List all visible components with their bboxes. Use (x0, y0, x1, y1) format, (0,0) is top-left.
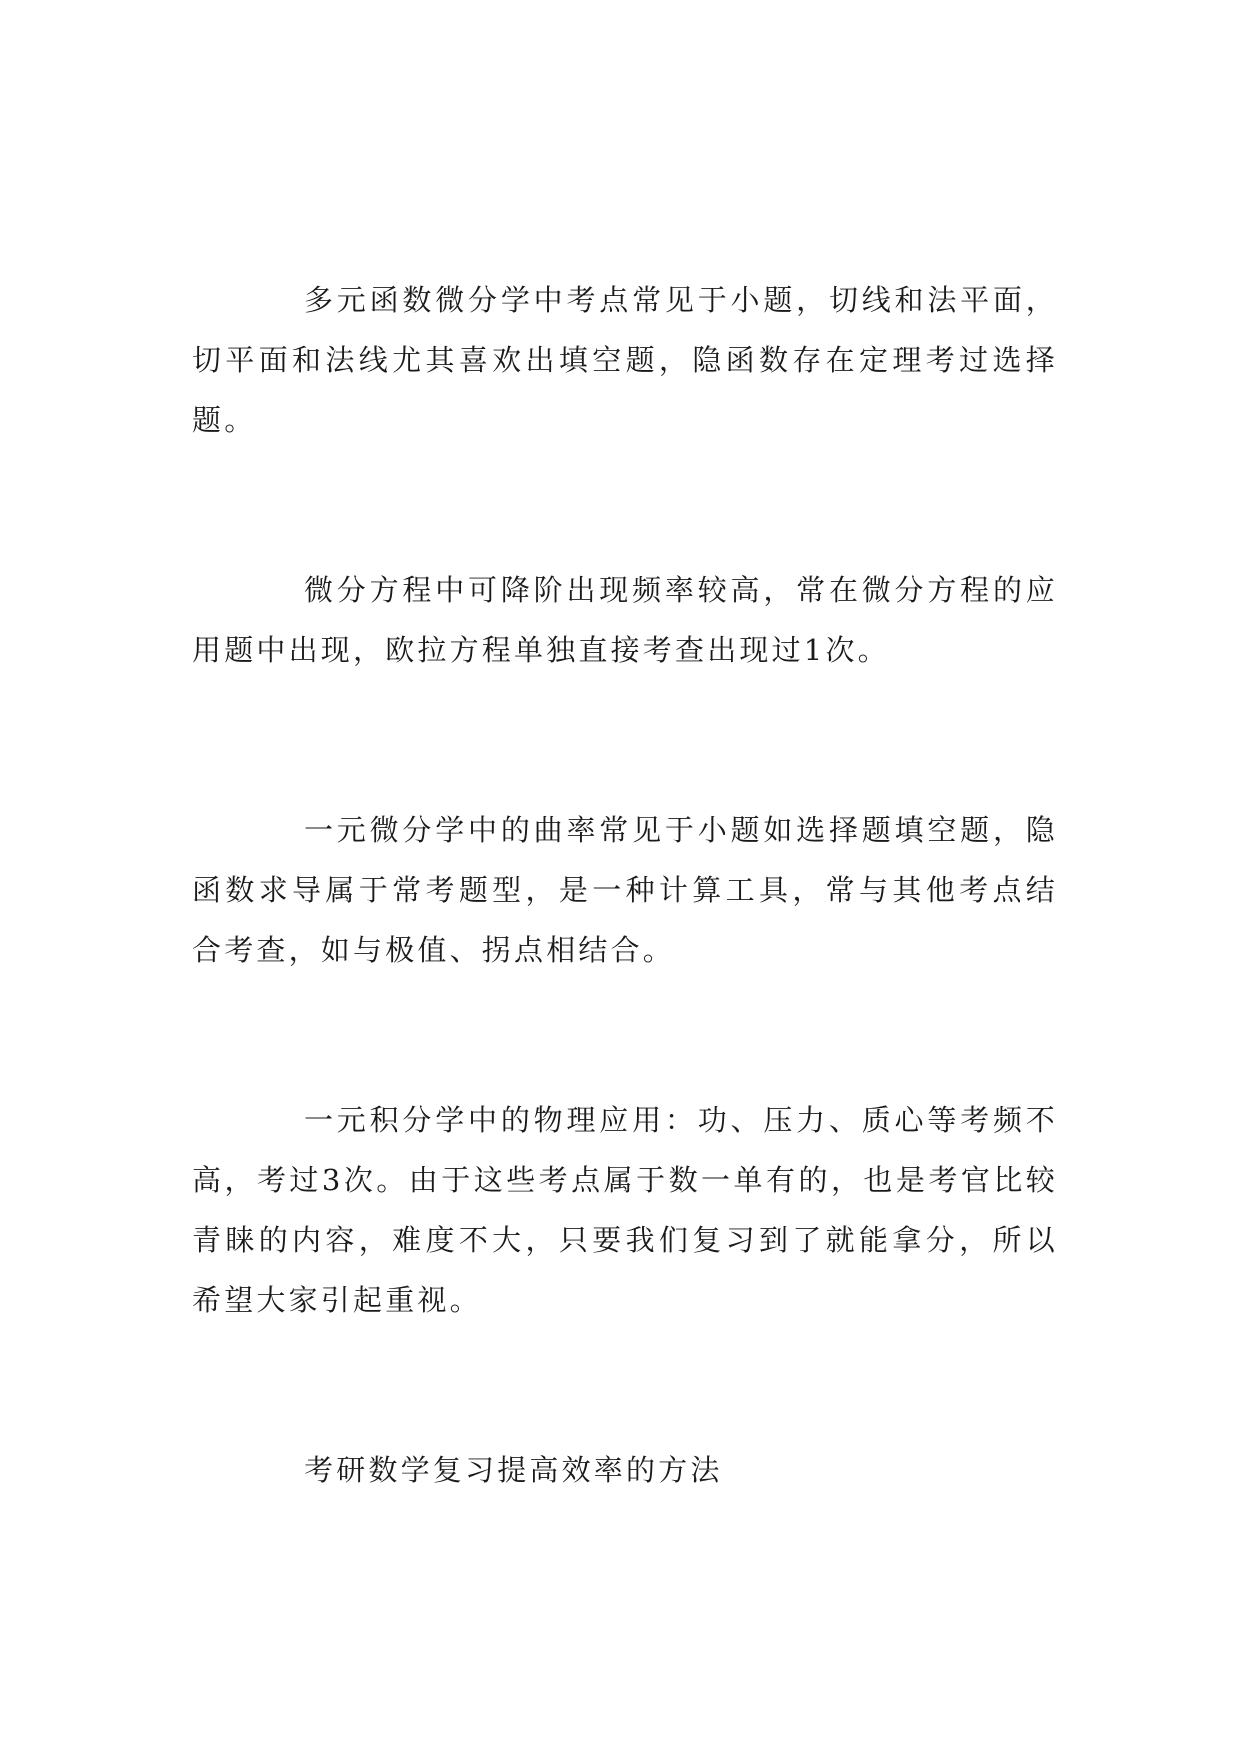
section-heading-study-methods: 考研数学复习提高效率的方法 (304, 1453, 723, 1487)
paragraph-single-variable-differential: 一元微分学中的曲率常见于小题如选择题填空题，隐函数求导属于常考题型，是一种计算工具，常与其他考点结合考查，如与极值、拐点相结合。 (192, 813, 1058, 967)
paragraph-differential-equations: 微分方程中可降阶出现频率较高，常在微分方程的应用题中出现，欧拉方程单独直接考查出现过1次。 (192, 573, 1058, 667)
paragraph-multivariable-calculus: 多元函数微分学中考点常见于小题，切线和法平面，切平面和法线尤其喜欢出填空题，隐函数存在定理考过选择题。 (192, 283, 1058, 437)
paragraph-single-variable-integral: 一元积分学中的物理应用：功、压力、质心等考频不高，考过3次。由于这些考点属于数一单有的，也是考官比较青睐的内容，难度不大，只要我们复习到了就能拿分，所以希望大家引起重视。 (192, 1103, 1058, 1317)
